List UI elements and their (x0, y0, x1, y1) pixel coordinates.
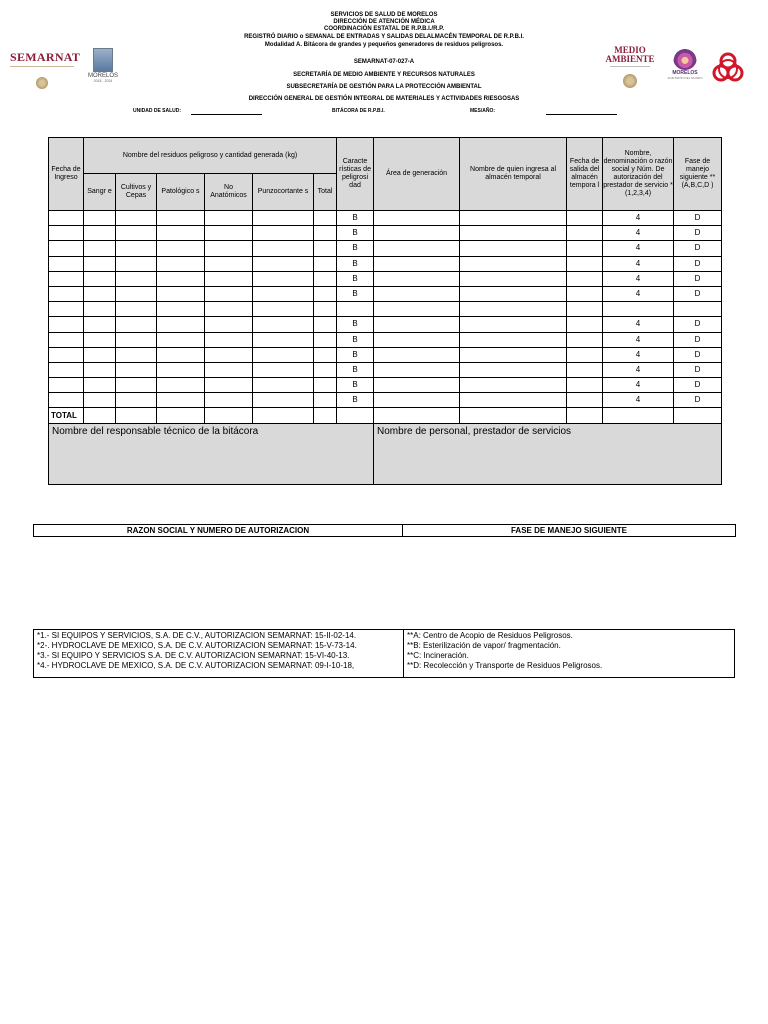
fase-cell[interactable]: D (674, 332, 722, 347)
prestador-cell[interactable]: 4 (603, 347, 674, 362)
table-cell[interactable] (314, 241, 337, 256)
total-cell[interactable] (460, 408, 567, 423)
prestador-cell[interactable]: 4 (603, 256, 674, 271)
table-cell[interactable] (205, 378, 253, 393)
header-line-1: SERVICIOS DE SALUD DE MORELOS (330, 12, 438, 18)
fase-cell[interactable]: D (674, 226, 722, 241)
table-cell[interactable] (205, 271, 253, 286)
table-cell[interactable] (374, 347, 460, 362)
fase-manejo-header: FASE DE MANEJO SIGUIENTE (403, 525, 736, 537)
table-cell[interactable] (84, 362, 116, 377)
notes-divider (403, 630, 404, 677)
signature-row (49, 423, 722, 484)
biohazard-icon (710, 50, 746, 86)
table-cell[interactable] (460, 241, 567, 256)
table-cell[interactable] (84, 286, 116, 301)
fase-note: **A: Centro de Acopio de Residuos Peligrosos. (407, 631, 573, 640)
caracteristica-cell[interactable]: B (337, 332, 374, 347)
fase-cell[interactable]: D (674, 211, 722, 226)
table-cell[interactable] (314, 378, 337, 393)
razon-header-row (34, 525, 736, 537)
table-cell[interactable] (460, 211, 567, 226)
caracteristica-cell[interactable]: B (337, 271, 374, 286)
table-cell[interactable] (84, 256, 116, 271)
table-cell[interactable] (116, 226, 157, 241)
fase-cell[interactable]: D (674, 256, 722, 271)
table-cell[interactable] (205, 393, 253, 408)
prestador-note: *4.- HYDROCLAVE DE MEXICO, S.A. DE C.V. AUTORIZACION SEMARNAT: 09-I-10-18, (37, 661, 355, 670)
morelos-right-subtitle: ANFITRIÓN DEL MUNDO (667, 76, 703, 80)
header-line-2: DIRECCIÓN DE ATENCIÓN MÉDICA (333, 19, 435, 25)
total-cell[interactable] (374, 408, 460, 423)
table-cell[interactable] (84, 241, 116, 256)
table-cell[interactable] (460, 271, 567, 286)
table-cell[interactable] (253, 256, 314, 271)
table-row (49, 302, 722, 317)
table-cell[interactable] (460, 332, 567, 347)
fase-note: **D: Recolección y Transporte de Residuos Peligrosos. (407, 661, 603, 670)
prestador-cell[interactable]: 4 (603, 317, 674, 332)
table-cell[interactable] (314, 393, 337, 408)
table-row (49, 362, 722, 377)
total-cell[interactable] (603, 408, 674, 423)
table-cell[interactable] (205, 332, 253, 347)
table-cell[interactable] (49, 362, 84, 377)
table-cell[interactable] (84, 332, 116, 347)
table-cell[interactable] (84, 211, 116, 226)
caracteristica-cell[interactable]: B (337, 211, 374, 226)
form-code: SEMARNAT-07-027-A (353, 59, 415, 65)
table-cell[interactable] (205, 256, 253, 271)
sub-col-patologicos: Patológico s (157, 174, 205, 211)
caracteristica-cell[interactable]: B (337, 286, 374, 301)
table-cell[interactable] (205, 241, 253, 256)
table-cell[interactable] (314, 332, 337, 347)
table-row (49, 317, 722, 332)
prestador-cell[interactable]: 4 (603, 226, 674, 241)
table-cell[interactable] (374, 317, 460, 332)
morelos-logo-left (86, 48, 120, 88)
fase-cell[interactable]: D (674, 347, 722, 362)
header-line-3: COORDINACIÓN ESTATAL DE R.P.B.I./R.P. (323, 26, 444, 32)
table-cell[interactable] (116, 347, 157, 362)
table-cell[interactable] (253, 211, 314, 226)
table-cell[interactable] (374, 241, 460, 256)
table-cell[interactable] (157, 302, 205, 317)
table-cell[interactable] (84, 378, 116, 393)
fase-cell[interactable]: D (674, 362, 722, 377)
table-cell[interactable] (253, 362, 314, 377)
header-line-4: REGISTRÓ DIARIO o SEMANAL DE ENTRADAS Y SALIDAS DELALMACÉN TEMPORAL DE R.P.B.I. (244, 34, 524, 40)
razon-social-header: RAZON SOCIAL Y NUMERO DE AUTORIZACION (34, 525, 403, 537)
table-cell[interactable] (157, 226, 205, 241)
mes-field[interactable] (546, 114, 617, 115)
bitacora-label: BITÁCORA DE R.P.B.I. (332, 108, 385, 114)
header-line-direccion: DIRECCIÓN GENERAL DE GESTIÓN INTEGRAL DE MATERIALES Y ACTIVIDADES RIESGOSAS (248, 96, 520, 102)
table-cell[interactable] (157, 211, 205, 226)
caracteristica-cell[interactable]: B (337, 241, 374, 256)
fase-cell[interactable]: D (674, 271, 722, 286)
fase-cell[interactable]: D (674, 317, 722, 332)
table-cell[interactable] (253, 286, 314, 301)
caracteristica-cell[interactable]: B (337, 317, 374, 332)
table-cell[interactable] (49, 378, 84, 393)
col-nombre-residuos: Nombre del residuos peligroso y cantidad generada (kg) (84, 138, 337, 174)
table-cell[interactable] (460, 286, 567, 301)
table-cell[interactable] (567, 332, 603, 347)
medio-word-1: MEDIO (614, 45, 646, 55)
total-cell[interactable] (337, 408, 374, 423)
table-row (49, 393, 722, 408)
table-cell[interactable] (314, 286, 337, 301)
national-seal-icon (36, 77, 48, 89)
col-fecha-salida: Fecha de salida del almacén tempora l (567, 138, 603, 211)
table-cell[interactable] (157, 332, 205, 347)
caracteristica-cell[interactable]: B (337, 256, 374, 271)
responsable-tecnico-box[interactable]: Nombre del responsable técnico de la bitácora (49, 423, 374, 484)
morelos-left-wordmark: MORELOS (87, 73, 118, 79)
table-cell[interactable] (460, 393, 567, 408)
sub-col-punzocortantes: Punzocortante s (253, 174, 314, 211)
caracteristica-cell[interactable] (337, 302, 374, 317)
table-cell[interactable] (314, 362, 337, 377)
table-cell[interactable] (567, 211, 603, 226)
table-cell[interactable] (460, 378, 567, 393)
table-cell[interactable] (49, 317, 84, 332)
table-cell[interactable] (374, 362, 460, 377)
table-cell[interactable] (157, 241, 205, 256)
sub-col-no-anatomicos: No Anatómicos (205, 174, 253, 211)
table-cell[interactable] (567, 302, 603, 317)
table-cell[interactable] (253, 302, 314, 317)
unidad-field[interactable] (191, 114, 262, 115)
semarnat-wordmark: SEMARNAT (10, 50, 81, 64)
prestador-cell[interactable]: 4 (603, 241, 674, 256)
medio-ambiente-logo (602, 46, 658, 90)
table-cell[interactable] (205, 211, 253, 226)
table-cell[interactable] (116, 241, 157, 256)
table-cell[interactable] (253, 378, 314, 393)
total-cell[interactable] (84, 408, 116, 423)
table-cell[interactable] (460, 302, 567, 317)
caracteristica-cell[interactable]: B (337, 226, 374, 241)
table-cell[interactable] (84, 317, 116, 332)
table-cell[interactable] (374, 286, 460, 301)
table-row (49, 226, 722, 241)
caracteristica-cell[interactable]: B (337, 393, 374, 408)
table-cell[interactable] (314, 317, 337, 332)
fase-note: **B: Esterilización de vapor/ fragmentación. (407, 641, 561, 650)
table-cell[interactable] (374, 302, 460, 317)
table-cell[interactable] (84, 393, 116, 408)
table-body (49, 211, 722, 408)
table-row (49, 211, 722, 226)
table-cell[interactable] (314, 256, 337, 271)
total-cell[interactable] (567, 408, 603, 423)
total-label: TOTAL (49, 408, 84, 423)
table-cell[interactable] (374, 271, 460, 286)
table-cell[interactable] (49, 226, 84, 241)
table-row (49, 256, 722, 271)
table-cell[interactable] (116, 378, 157, 393)
table-cell[interactable] (205, 362, 253, 377)
prestador-cell[interactable]: 4 (603, 362, 674, 377)
table-cell[interactable] (567, 393, 603, 408)
prestador-note: *1.- SI EQUIPOS Y SERVICIOS, S.A. DE C.V., AUTORIZACION SEMARNAT: 15-II-02-14. (37, 631, 357, 640)
table-cell[interactable] (374, 256, 460, 271)
table-cell[interactable] (157, 286, 205, 301)
table-cell[interactable] (49, 271, 84, 286)
national-seal-icon-right (623, 74, 637, 88)
table-cell[interactable] (253, 271, 314, 286)
total-cell[interactable] (205, 408, 253, 423)
table-cell[interactable] (49, 256, 84, 271)
table-cell[interactable] (205, 347, 253, 362)
table-cell[interactable] (253, 317, 314, 332)
semarnat-logo (10, 50, 80, 90)
table-cell[interactable] (49, 332, 84, 347)
header-line-secretaria: SECRETARÍA DE MEDIO AMBIENTE Y RECURSOS NATURALES (293, 72, 475, 78)
total-cell[interactable] (253, 408, 314, 423)
table-cell[interactable] (157, 347, 205, 362)
table-cell[interactable] (49, 211, 84, 226)
table-row (49, 241, 722, 256)
header-line-5: Modalidad A. Bitácora de grandes y pequeños generadores de residuos peligrosos. (264, 42, 504, 48)
table-cell[interactable] (567, 378, 603, 393)
table-cell[interactable] (374, 378, 460, 393)
flower-icon (673, 46, 697, 70)
prestador-cell[interactable]: 4 (603, 332, 674, 347)
table-cell[interactable] (567, 241, 603, 256)
table-cell[interactable] (253, 241, 314, 256)
col-nombre-quien-ingresa: Nombre de quien ingresa al almacén temporal (460, 138, 567, 211)
personal-prestador-box[interactable]: Nombre de personal, prestador de servicios (374, 423, 722, 484)
morelos-logo-right (665, 46, 705, 90)
table-row (49, 378, 722, 393)
header-line-subsecretaria: SUBSECRETARÍA DE GESTIÓN PARA LA PROTECCIÓN AMBIENTAL (286, 84, 482, 90)
table-cell[interactable] (253, 347, 314, 362)
morelos-left-years: 2018 - 2024 (93, 79, 113, 83)
table-cell[interactable] (116, 362, 157, 377)
castle-icon (93, 48, 113, 72)
unidad-label: UNIDAD DE SALUD: (133, 108, 182, 114)
table-cell[interactable] (116, 286, 157, 301)
table-cell[interactable] (253, 226, 314, 241)
table-cell[interactable] (49, 347, 84, 362)
table-cell[interactable] (374, 332, 460, 347)
caracteristica-cell[interactable]: B (337, 347, 374, 362)
mes-label: MES/AÑO: (470, 108, 495, 114)
table-cell[interactable] (567, 362, 603, 377)
table-row (49, 332, 722, 347)
razon-social-table (33, 524, 736, 537)
table-cell[interactable] (116, 317, 157, 332)
table-cell[interactable] (157, 362, 205, 377)
col-prestador: Nombre, denominación o razón social y Núm. De autorización del prestador de servicio *(1,2,3,4) (603, 138, 674, 211)
table-cell[interactable] (157, 256, 205, 271)
table-cell[interactable] (157, 317, 205, 332)
medio-subtitle-rule (610, 66, 650, 71)
sub-col-cultivos: Cultivos y Cepas (116, 174, 157, 211)
header-row-1 (49, 138, 722, 174)
fases-list (407, 631, 602, 671)
table-cell[interactable] (84, 271, 116, 286)
caracteristica-cell[interactable]: B (337, 362, 374, 377)
col-fase: Fase de manejo siguiente **(A,B,C,D ) (674, 138, 722, 211)
table-cell[interactable] (84, 347, 116, 362)
prestador-cell[interactable]: 4 (603, 286, 674, 301)
table-cell[interactable] (49, 393, 84, 408)
table-cell[interactable] (567, 271, 603, 286)
fase-cell[interactable] (674, 302, 722, 317)
table-row (49, 286, 722, 301)
table-cell[interactable] (374, 211, 460, 226)
col-area: Área de generación (374, 138, 460, 211)
table-cell[interactable] (460, 226, 567, 241)
table-cell[interactable] (314, 271, 337, 286)
table-cell[interactable] (116, 256, 157, 271)
table-cell[interactable] (314, 226, 337, 241)
prestador-cell[interactable]: 4 (603, 211, 674, 226)
table-cell[interactable] (253, 332, 314, 347)
table-cell[interactable] (116, 393, 157, 408)
prestador-note: *3.- SI EQUIPO Y SERVICIOS S.A. DE C.V. AUTORIZACION SEMARNAT: 15-VI-40-13. (37, 651, 350, 660)
prestador-cell[interactable]: 4 (603, 378, 674, 393)
table-cell[interactable] (253, 393, 314, 408)
caracteristica-cell[interactable]: B (337, 378, 374, 393)
footnotes-box (33, 629, 735, 678)
table-cell[interactable] (116, 271, 157, 286)
table-cell[interactable] (460, 317, 567, 332)
sub-col-total: Total (314, 174, 337, 211)
table-row (49, 347, 722, 362)
col-fecha-ingreso: Fecha de Ingreso (49, 138, 84, 211)
table-cell[interactable] (84, 302, 116, 317)
total-cell[interactable] (314, 408, 337, 423)
table-cell[interactable] (205, 286, 253, 301)
table-cell[interactable] (116, 302, 157, 317)
table-cell[interactable] (49, 286, 84, 301)
table-cell[interactable] (374, 226, 460, 241)
sub-col-sangre: Sangr e (84, 174, 116, 211)
prestador-cell[interactable] (603, 302, 674, 317)
bitacora-table (48, 137, 722, 485)
table-cell[interactable] (460, 347, 567, 362)
fase-cell[interactable]: D (674, 378, 722, 393)
prestador-cell[interactable]: 4 (603, 393, 674, 408)
table-cell[interactable] (314, 302, 337, 317)
table-cell[interactable] (157, 393, 205, 408)
morelos-right-wordmark: MORELOS (672, 70, 698, 76)
prestador-note: *2-. HYDROCLAVE DE MEXICO, S.A. DE C.V. AUTORIZACION SEMARNAT: 15-V-73-14. (37, 641, 357, 650)
table-cell[interactable] (49, 241, 84, 256)
total-row (49, 408, 722, 423)
prestador-cell[interactable]: 4 (603, 271, 674, 286)
table-cell[interactable] (460, 256, 567, 271)
table-cell[interactable] (567, 256, 603, 271)
fase-note: **C: Incineración. (407, 651, 469, 660)
table-row (49, 271, 722, 286)
table-cell[interactable] (567, 226, 603, 241)
total-cell[interactable] (116, 408, 157, 423)
table-cell[interactable] (374, 393, 460, 408)
fase-cell[interactable]: D (674, 393, 722, 408)
table-cell[interactable] (567, 347, 603, 362)
medio-word-2: AMBIENTE (605, 54, 655, 64)
table-cell[interactable] (314, 211, 337, 226)
table-cell[interactable] (49, 302, 84, 317)
table-cell[interactable] (567, 317, 603, 332)
table-cell[interactable] (84, 226, 116, 241)
table-cell[interactable] (314, 347, 337, 362)
table-cell[interactable] (157, 378, 205, 393)
table-cell[interactable] (116, 332, 157, 347)
table-cell[interactable] (205, 317, 253, 332)
col-caracteristicas: Caracte rísticas de peligrosi dad (337, 138, 374, 211)
fase-cell[interactable]: D (674, 286, 722, 301)
table-cell[interactable] (205, 226, 253, 241)
prestadores-list (37, 631, 357, 671)
table-cell[interactable] (205, 302, 253, 317)
table-cell[interactable] (567, 286, 603, 301)
fase-cell[interactable]: D (674, 241, 722, 256)
total-cell[interactable] (674, 408, 722, 423)
semarnat-subtitle-rule (10, 66, 74, 75)
table-cell[interactable] (157, 271, 205, 286)
table-cell[interactable] (116, 211, 157, 226)
table-cell[interactable] (460, 362, 567, 377)
total-cell[interactable] (157, 408, 205, 423)
